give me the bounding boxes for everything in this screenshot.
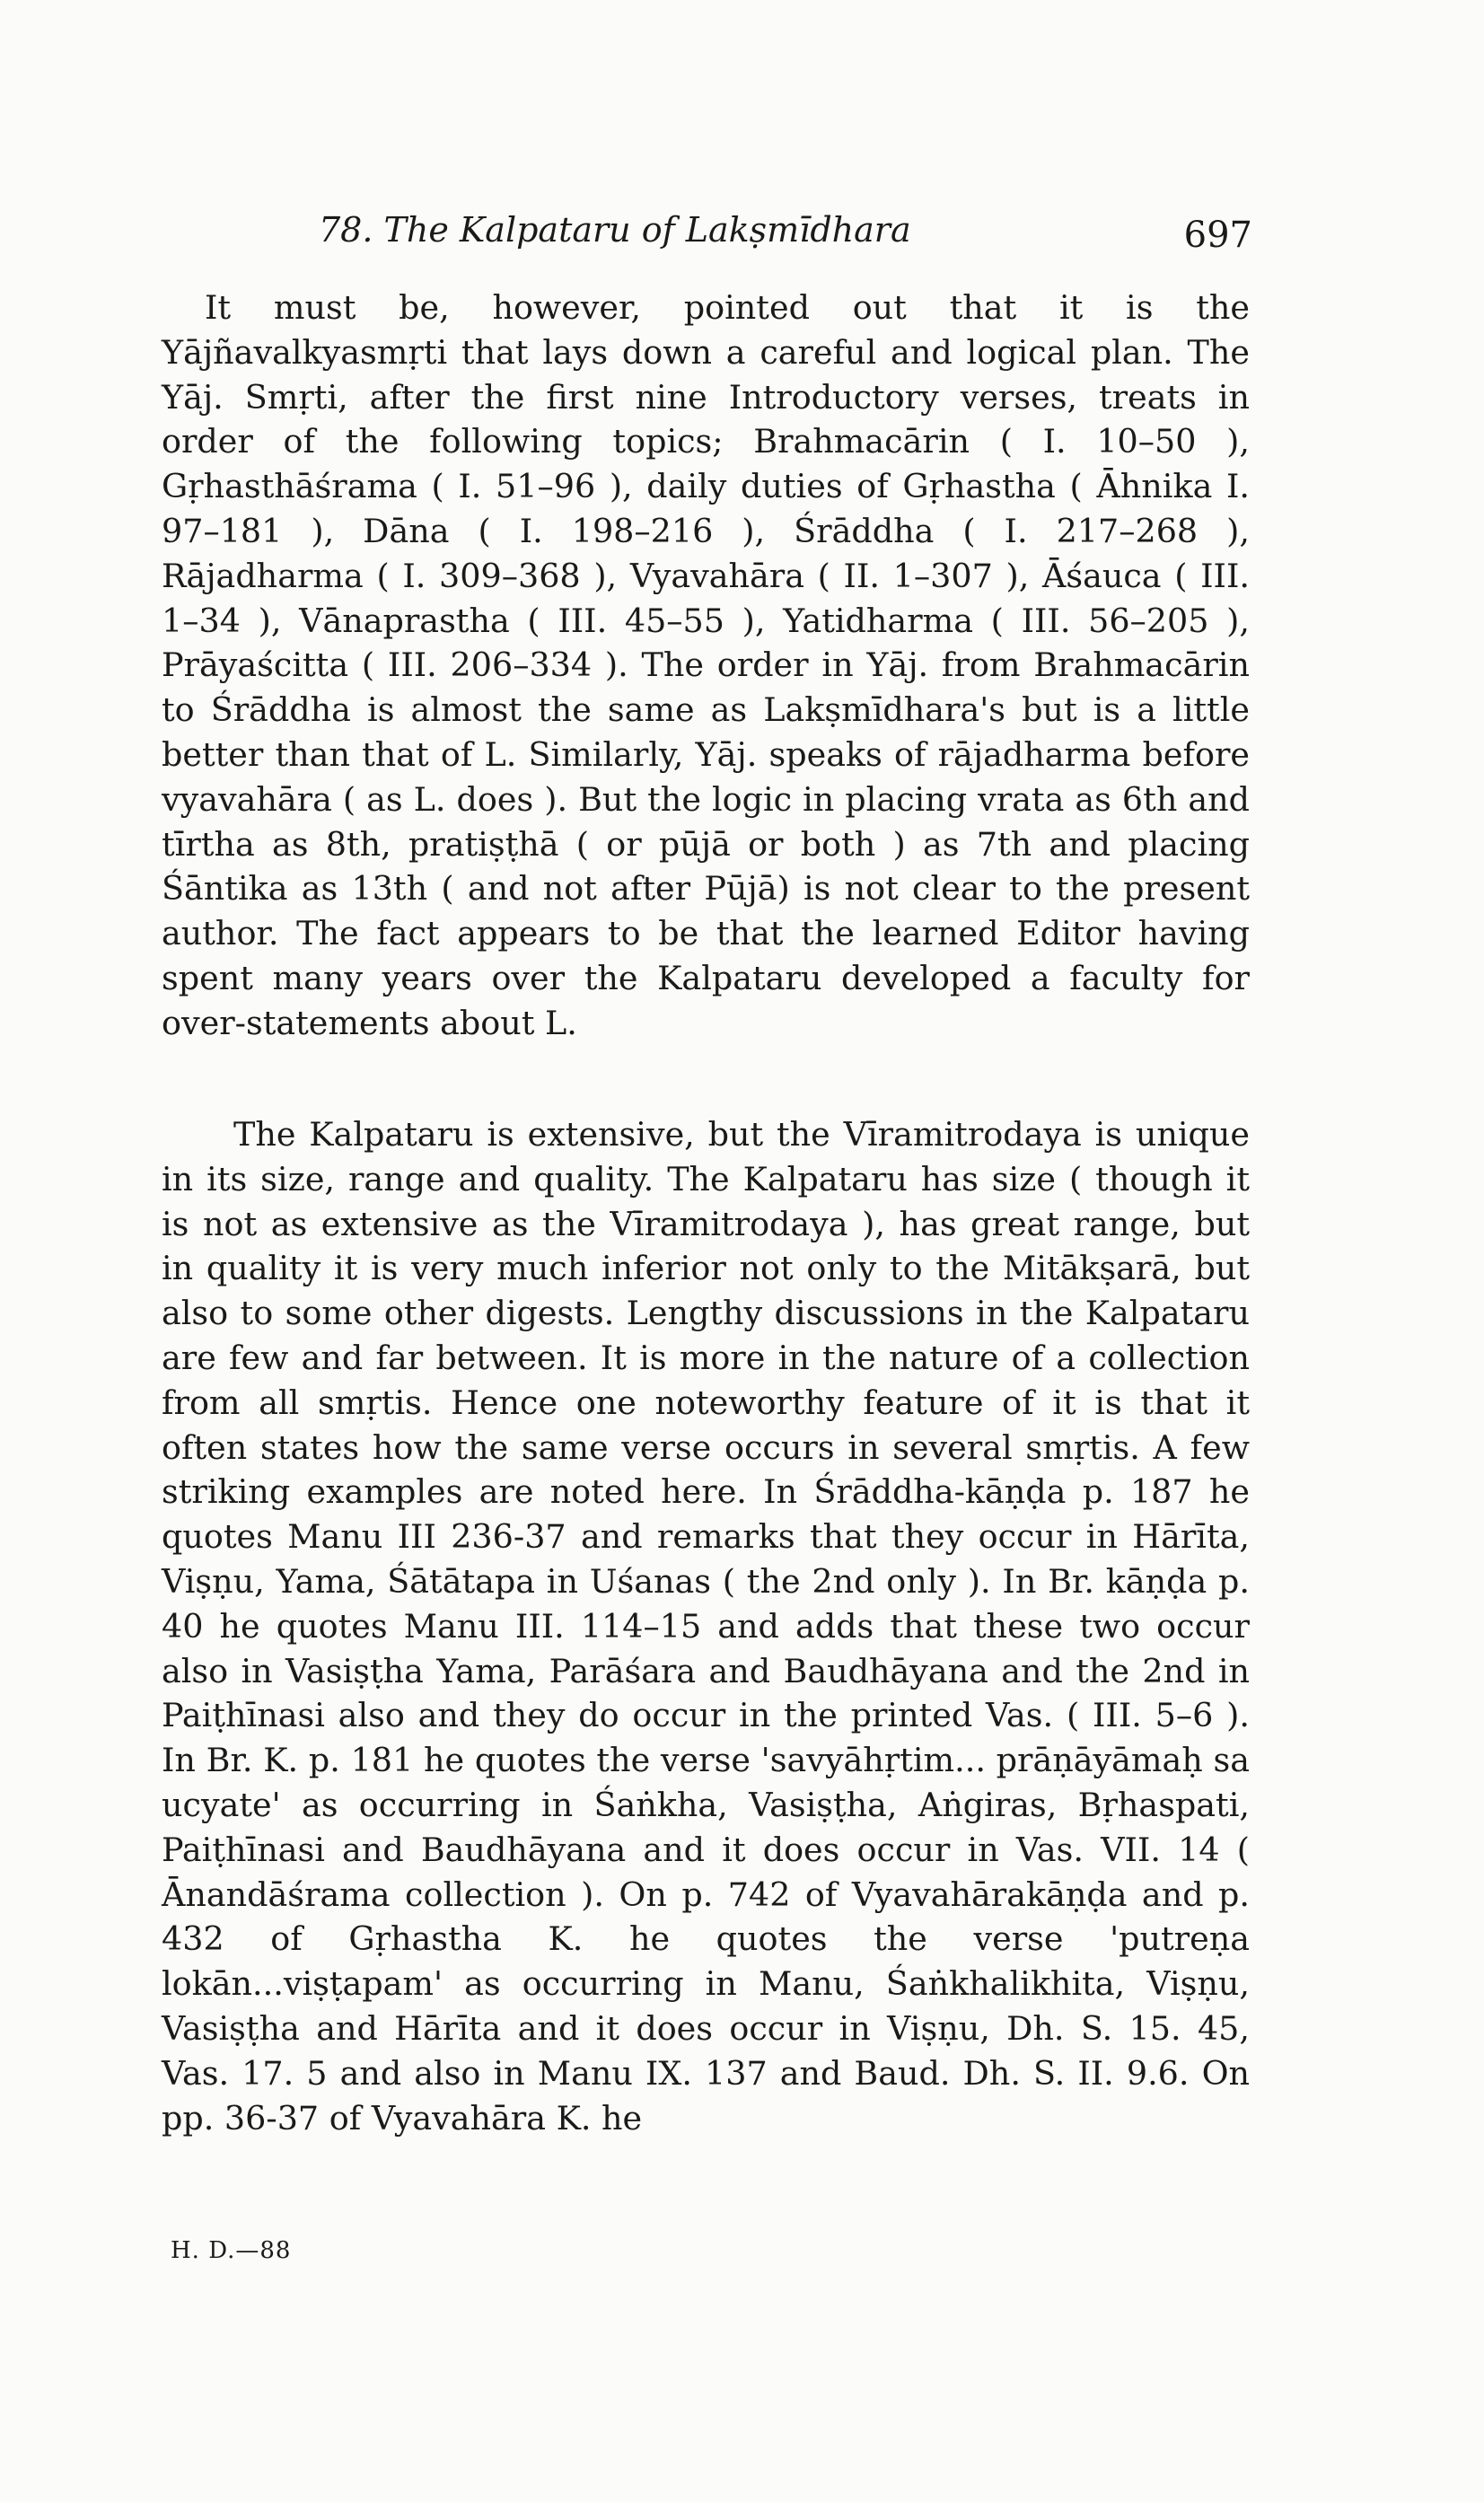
paragraph-2 [162, 1112, 1250, 2140]
paragraph-1 [162, 285, 1250, 1046]
paragraph-2-text: The Kalpataru is extensive, but the Vīramitrodaya is unique in its size, range and quality. The Kalpataru has size ( though it is not as extensive as the Vīramitrodaya ), has great range, but in quality it is very much inferior not only to the Mitākṣarā, but also to some other digests. Lengthy discussions in the Kalpataru are few and far between. It is more in the nature of a collection from all smṛtis. Hence one noteworthy feature of it is that it often states how the same verse occurs in several smṛtis. A few striking examples are noted here. In Śrāddha-kāṇḍa p. 187 he quotes Manu III 236-37 and remarks that they occur in Hārīta, Viṣṇu, Yama, Śātātapa in Uśanas ( the 2nd only ). In Br. kāṇḍa p. 40 he quotes Manu III. 114–15 and adds that these two occur also in Vasiṣṭha Yama, Parāśara and Baudhāyana and the 2nd in Paiṭhīnasi also and they do occur in the printed Vas. ( III. 5–6 ). In Br. K. p. 181 he quotes the verse 'savyāhṛtim... prāṇāyāmaḥ sa ucyate' as occurring in Śaṅkha, Vasiṣṭha, Aṅgiras, Bṛhaspati, Paiṭhīnasi and Baudhāyana and it does occur in Vas. VII. 14 ( Ānandāśrama collection ). On p. 742 of Vyavahārakāṇḍa and p. 432 of Gṛhastha K. he quotes the verse 'putreṇa lokān...viṣṭapam' as occurring in Manu, Śaṅkhalikhita, Viṣṇu, Vasiṣṭha and Hārīta and it does occur in Viṣṇu, Dh. S. 15. 45, Vas. 17. 5 and also in Manu IX. 137 and Baud. Dh. S. II. 9.6. On pp. 36-37 of Vyavahāra K. he [162, 1115, 1250, 2138]
printer-signature: H. D.—88 [171, 2237, 292, 2264]
paragraph-1-text: It must be, however, pointed out that it is the Yājñavalkyasmṛti that lays down a careful and logical plan. The Yāj. Smṛti, after the first nine Introductory verses, treats in order of the following topics; Brahmacārin ( I. 10–50 ), Gṛhasthāśrama ( I. 51–96 ), daily duties of Gṛhastha ( Āhnika I. 97–181 ), Dāna ( I. 198–216 ), Śrāddha ( I. 217–268 ), Rājadharma ( I. 309–368 ), Vyavahāra ( II. 1–307 ), Āśauca ( III. 1–34 ), Vānaprastha ( III. 45–55 ), Yatidharma ( III. 56–205 ), Prāyaścitta ( III. 206–334 ). The order in Yāj. from Brahmacārin to Śrāddha is almost the same as Lakṣmīdhara's but is a little better than that of L. Similarly, Yāj. speaks of rājadharma before vyavahāra ( as L. does ). But the logic in placing vrata as 6th and tīrtha as 8th, pratiṣṭhā ( or pūjā or both ) as 7th and placing Śāntika as 13th ( and not after Pūjā) is not clear to the present author. The fact appears to be that the learned Editor having spent many years over the Kalpataru developed a faculty for over-statements about L. [162, 288, 1250, 1042]
page-number: 697 [1183, 215, 1252, 256]
chapter-title: 78. The Kalpataru of Lakṣmīdhara [319, 210, 911, 250]
